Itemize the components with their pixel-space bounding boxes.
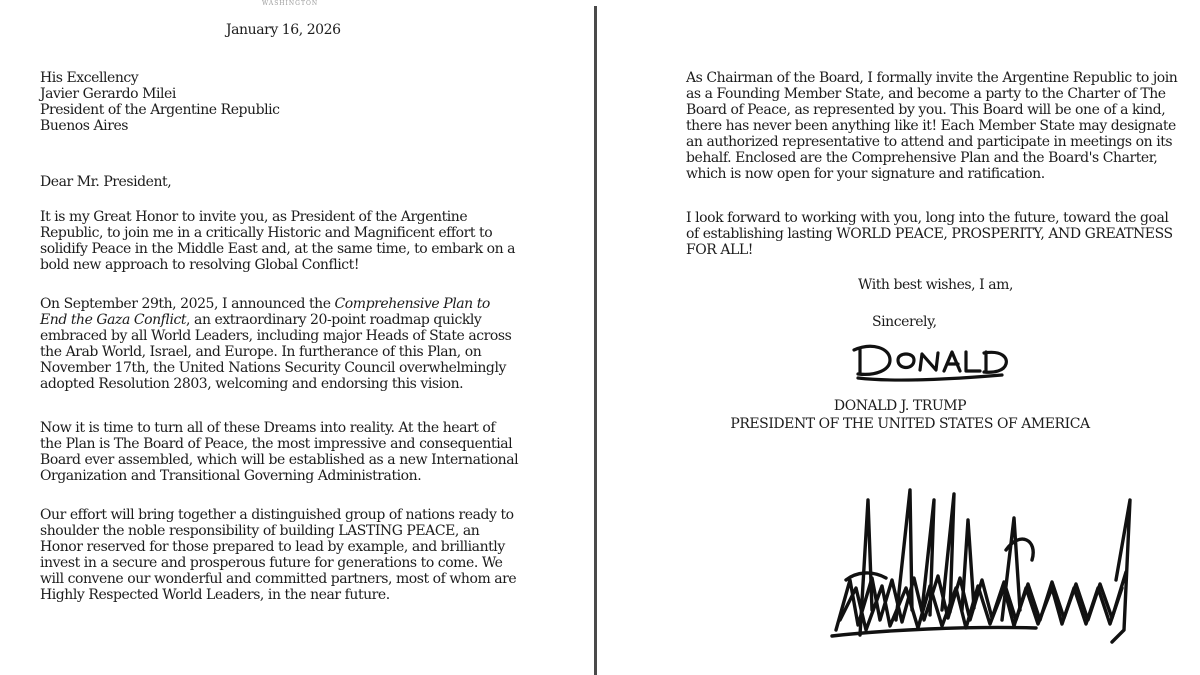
- handwritten-first-name: [852, 338, 1032, 388]
- page-divider: [594, 6, 597, 675]
- sincerely-line: Sincerely,: [872, 314, 937, 330]
- body-paragraph-1: It is my Great Honor to invite you, as President of the Argentine Republic, to join me in a critically Historic and Magnificent effort to solidify Peace in the Middle East and, at the same time, to embark on a bold new approach to resolving Global Conflict!: [40, 209, 516, 273]
- body-paragraph-5: As Chairman of the Board, I formally invite the Argentine Republic to join as a Founding Member State, and become a party to the Charter of The Board of Peace, as represented by you. This Board will be one of a kind, there has never been anything like it! Each Member State may designate an authorized representative to attend and participate in meetings on its behalf. Enclosed are the Comprehensive Plan and the Board's Charter, which is now open for your signature and ratification.: [686, 70, 1178, 182]
- body-paragraph-4: Our effort will bring together a distinguished group of nations ready to shoulder the noble responsibility of building LASTING PEACE, an Honor reserved for those prepared to lead by example, and brilliantly invest in a secure and prosperous future for generations to come. We will convene our wonderful and committed partners, most of whom are Highly Respected World Leaders, in the near future.: [40, 507, 517, 603]
- letterhead-city: WASHINGTON: [262, 0, 319, 7]
- paragraph-2-rest: , an extraordinary 20-point roadmap quickly embraced by all World Leaders, including major Heads of State across the Arab World, Israel, and Europe. In furtherance of this Plan, on November 17th, the United Nations Security Council overwhelmingly adopted Resolution 2803, welcoming and endorsing this vision.: [40, 312, 512, 392]
- recipient-title: President of the Argentine Republic: [40, 102, 280, 118]
- body-paragraph-2: [40, 296, 520, 392]
- letter-date: January 16, 2026: [226, 22, 341, 38]
- recipient-city: Buenos Aires: [40, 118, 129, 134]
- body-paragraph-3: Now it is time to turn all of these Dreams into reality. At the heart of the Plan is The Board of Peace, the most impressive and consequential Board ever assembled, which will be established as a new International Organization and Transitional Governing Administration.: [40, 420, 519, 484]
- closing-line: With best wishes, I am,: [858, 277, 1013, 293]
- recipient-name: Javier Gerardo Milei: [40, 86, 176, 102]
- recipient-address: [40, 70, 280, 134]
- plan-title: Comprehensive Plan to End the Gaza Conflict: [40, 296, 490, 328]
- recipient-honorific: His Excellency: [40, 70, 139, 86]
- letter-page-1: [0, 0, 594, 675]
- body-paragraph-6: I look forward to working with you, long into the future, toward the goal of establishing lasting WORLD PEACE, PROSPERITY, AND GREATNESS FOR ALL!: [686, 210, 1173, 258]
- signer-name: DONALD J. TRUMP: [833, 398, 967, 414]
- letter-page-2: [600, 0, 1200, 675]
- paragraph-2-intro: On September 29th, 2025, I announced the: [40, 296, 335, 312]
- salutation: Dear Mr. President,: [40, 174, 172, 190]
- signer-title: PRESIDENT OF THE UNITED STATES OF AMERICA: [730, 416, 1090, 432]
- signature: [826, 460, 1146, 660]
